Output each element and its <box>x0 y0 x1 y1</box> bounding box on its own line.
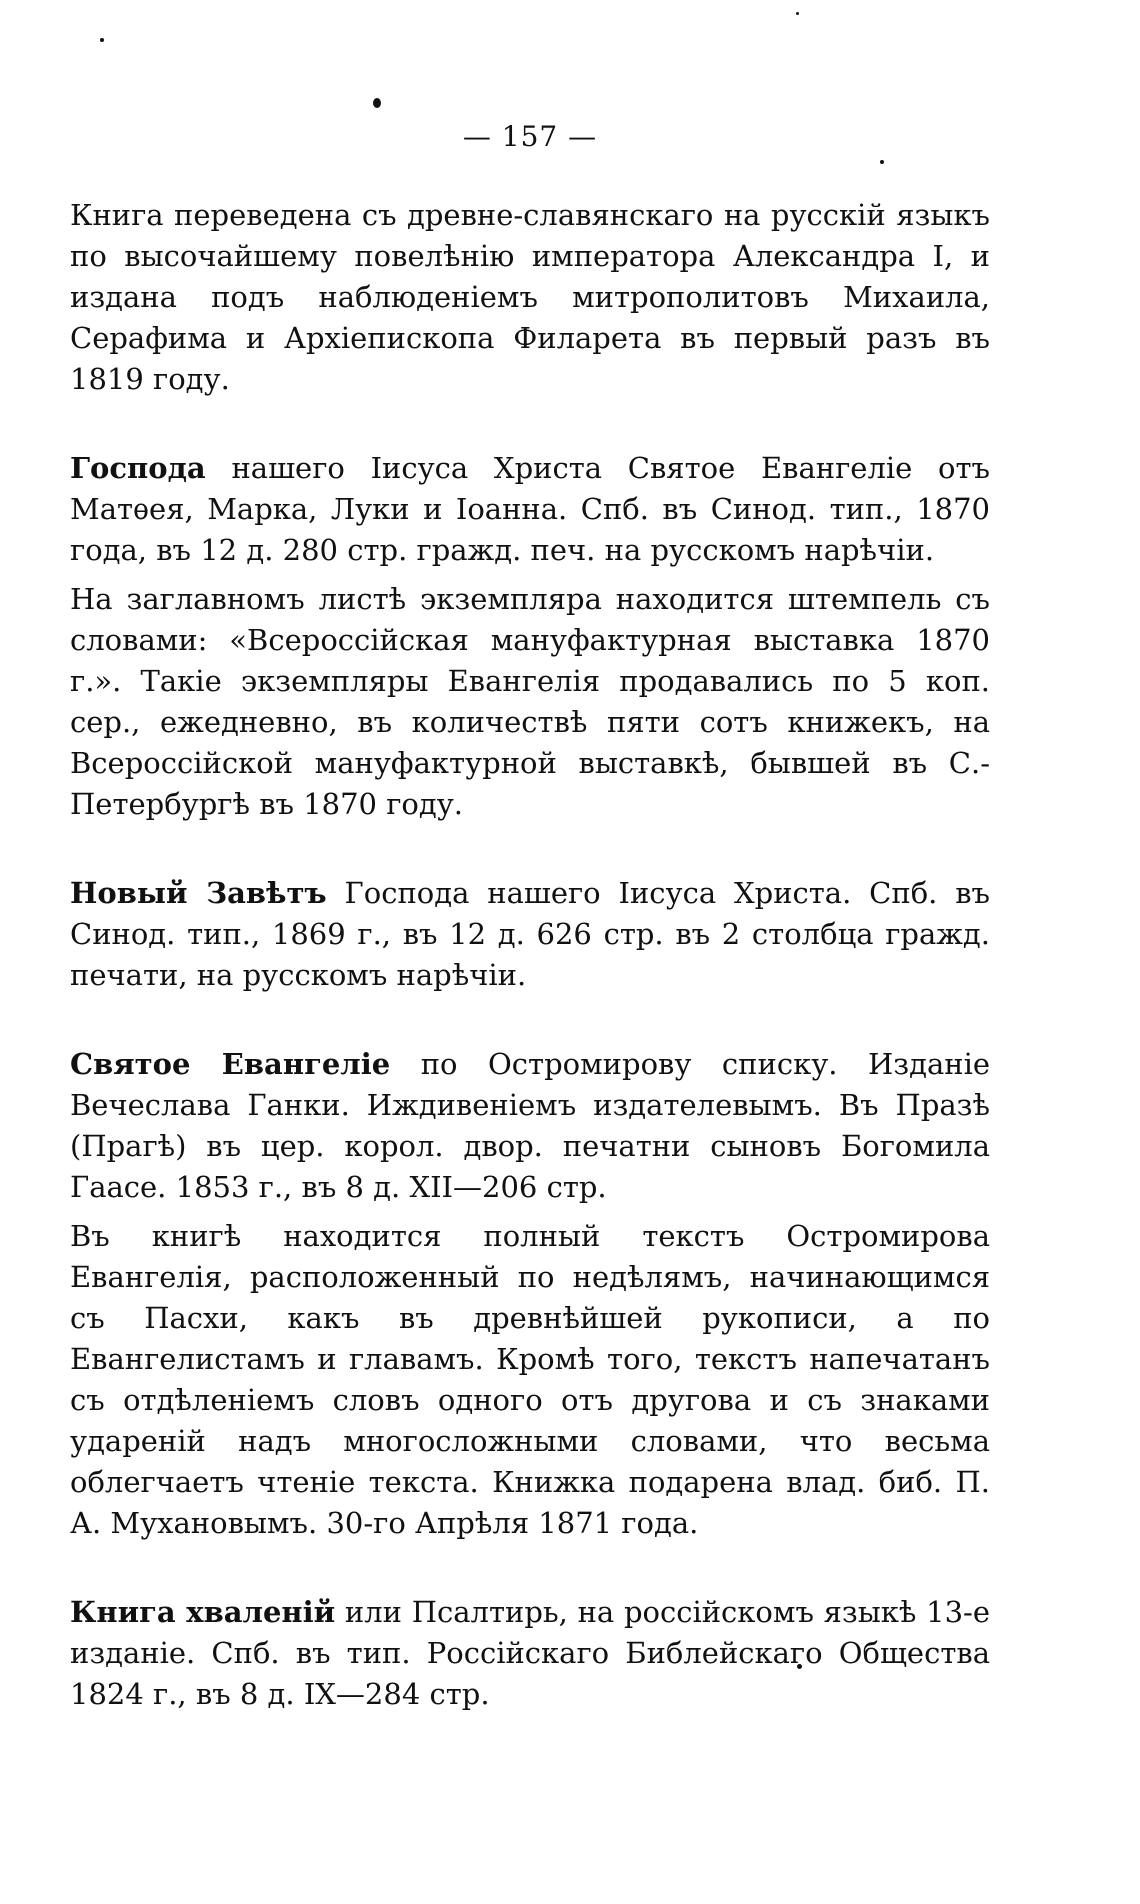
entry-lead: Книга хваленій <box>70 1595 336 1629</box>
entry-text: нашего Іисуса Христа Святое Евангеліе отъ Матѳея, Марка, Луки и Іоанна. Спб. въ Синод. тип., 1870 года, въ 12 д. 280 стр. гражд. печ. на русскомъ нарѣчіи. <box>70 451 990 567</box>
entry-paragraph <box>70 448 990 571</box>
scan-speck <box>100 38 104 42</box>
entry-separator <box>70 825 990 873</box>
entry-text: Господа нашего Іисуса Христа. Спб. въ Синод. тип., 1869 г., въ 12 д. 626 стр. въ 2 столбца гражд. печати, на русскомъ нарѣчіи. <box>70 876 991 992</box>
entry-text: Въ книгѣ находится полный текстъ Остромирова Евангелія, расположенный по недѣлямъ, начинающимся съ Пасхи, какъ въ древнѣйшей рукописи, а по Евангелистамъ и главамъ. Кромѣ того, текстъ напечатанъ съ отдѣленіемъ словъ одного отъ другова и съ знаками удареній надъ многосложными словами, что весьма облегчаетъ чтеніе текста. Книжка подарена влад. биб. П. А. Мухановымъ. 30-го Апрѣля 1871 года. <box>70 1219 990 1540</box>
entry-paragraph <box>70 873 990 996</box>
entry-text: На заглавномъ листѣ экземпляра находится штемпель съ словами: «Всероссійская мануфактурная выставка 1870 г.». Такіе экземпляры Евангелія продавались по 5 коп. сер., ежедневно, въ количествѣ пяти сотъ книжекъ, на Всероссійской мануфактурной выставкѣ, бывшей въ С.-Петербургѣ въ 1870 году. <box>70 582 990 821</box>
page-number: — 157 — <box>462 120 598 153</box>
entry-paragraph <box>70 1592 990 1715</box>
entry-lead: Новый Завѣтъ <box>70 876 327 910</box>
entry-paragraph <box>70 195 990 400</box>
catalog-entry <box>70 448 990 825</box>
entry-separator <box>70 400 990 448</box>
entry-separator <box>70 996 990 1044</box>
entry-text: Книга переведена съ древне-славянскаго на русскій языкъ по высочайшему повелѣнію императора Александра I, и издана подъ наблюденіемъ митрополитовъ Михаила, Серафима и Архіепископа Филарета въ первый разъ въ 1819 году. <box>70 198 990 396</box>
paragraph-gap <box>70 1208 990 1216</box>
entry-paragraph <box>70 1044 990 1208</box>
book-page <box>70 120 990 1715</box>
entry-separator <box>70 1544 990 1592</box>
entry-note <box>70 579 990 825</box>
scan-speck <box>373 98 381 108</box>
catalog-entry <box>70 1592 990 1715</box>
paragraph-gap <box>70 571 990 579</box>
entry-text: или Псалтирь, на россійскомъ языкѣ 13-е изданіе. Спб. въ тип. Россійскаго Библейскаго Общества 1824 г., въ 8 д. IX—284 стр. <box>70 1595 991 1711</box>
entry-lead: Господа <box>70 451 206 485</box>
entry-note <box>70 1216 990 1544</box>
catalog-entry <box>70 195 990 400</box>
scan-speck <box>796 12 799 15</box>
entry-lead: Святое Евангеліе <box>70 1047 391 1081</box>
catalog-entry <box>70 873 990 996</box>
catalog-entry <box>70 1044 990 1544</box>
entry-text: по Остромирову списку. Изданіе Вечеслава Ганки. Иждивеніемъ издателевымъ. Въ Празѣ (Прагѣ) въ цер. корол. двор. печатни сыновъ Богомила Гаасе. 1853 г., въ 8 д. XII—206 стр. <box>70 1047 991 1204</box>
